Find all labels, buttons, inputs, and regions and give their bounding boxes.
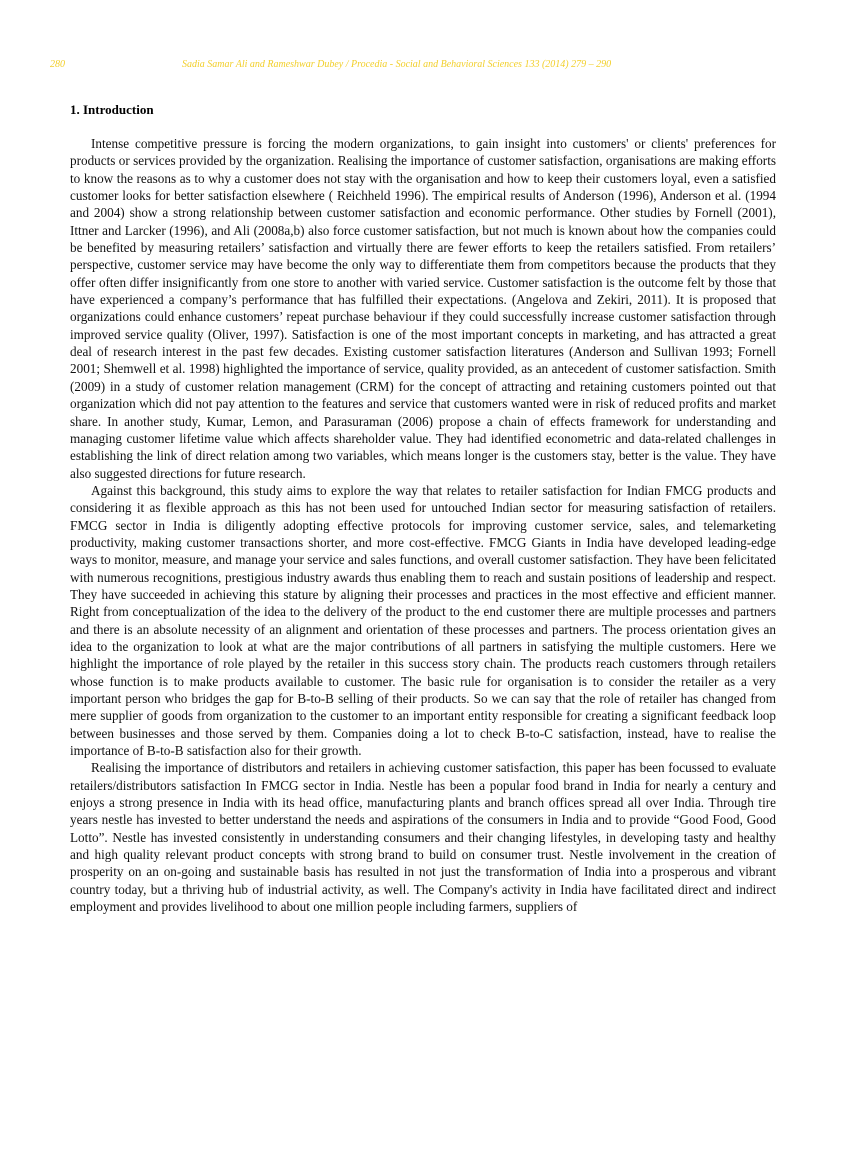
running-header <box>50 58 780 72</box>
page-number: 280 <box>50 59 65 70</box>
paragraph: Intense competitive pressure is forcing the modern organizations, to gain insight into customers' or clients' preferences for products or services provided by the organization. Realising the importance of customer satisfaction, organisations are making efforts to know the reasons as to why a customer does not stay with the organisation and how to keep their customers loyal, even a satisfied customer looks for better satisfaction elsewhere ( Reichheld 1996). The empirical results of Anderson (1996), Anderson et al. (1994 and 2004) show a strong relationship between customer satisfaction and economic performance. Other studies by Fornell (2001), Ittner and Larcker (1996), and Ali (2008a,b) also force customer satisfaction, but not much is known about how the companies could be benefited by measuring retailers’ satisfaction and virtually there are fewer efforts to keep the retailers satisfied. From retailers’ perspective, customer service may have become the only way to differentiate them from competitors because the products that they offer often differ insignificantly from one store to another with varied service. Customer satisfaction is the outcome felt by those that have experienced a company’s performance that has fulfilled their expectations. (Angelova and Zekiri, 2011). It is proposed that organizations could enhance customers’ repeat purchase behaviour if they could successfully increase customer satisfaction through improved service quality (Oliver, 1997). Satisfaction is one of the most important concepts in marketing, and has attracted a great deal of research interest in the past few decades. Existing customer satisfaction literatures (Anderson and Sullivan 1993; Fornell 2001; Shemwell et al. 1998) highlighted the importance of service, quality provided, as an antecedent of customer satisfaction. Smith (2009) in a study of customer relation management (CRM) for the concept of attracting and retaining customers pointed out that organization which did not pay attention to the features and service that customers wanted were in risk of reduced profits and market share. In another study, Kumar, Lemon, and Parasuraman (2006) propose a chain of effects framework for understanding and managing customer lifetime value which affects shareholder value. They had identified econometric and data-related challenges in establishing the link of direct relation among two variables, which means longer is the customers stay, better is the value. They have also suggested directions for future research. <box>70 136 776 481</box>
paragraph: Realising the importance of distributors and retailers in achieving customer satisfaction, this paper has been focussed to evaluate retailers/distributors satisfaction In FMCG sector in India. Nestle has been a popular food brand in India for nearly a century and enjoys a strong presence in India with its head office, manufacturing plants and branch offices spread all over India. Through tire years nestle has invested to better understand the needs and aspirations of the consumers in India and to provide “Good Food, Good Lotto”. Nestle has invested consistently in understanding consumers and their changing lifestyles, in developing tasty and healthy and high quality relevant product concepts with strong brand to build on consumer trust. Nestle involvement in the creation of prosperity on an on-going and sustainable basis has resulted in not just the transformation of India into a prosperous and vibrant country today, but a thriving hub of industrial activity, as well. The Company's activity in India have facilitated direct and indirect employment and provides livelihood to about one million people including farmers, suppliers of <box>70 760 776 915</box>
section-heading: 1. Introduction <box>70 102 154 117</box>
paragraph: Against this background, this study aims to explore the way that relates to retailer satisfaction for Indian FMCG products and considering it as flexible approach as this has not been used for untouched Indian sector for measuring satisfaction of retailers. FMCG sector in India is diligently adopting effective protocols for improving customer service, sales, and telemarketing productivity, making customer transactions shorter, and more cost-effective. FMCG Giants in India have developed leading-edge ways to monitor, measure, and manage your service and sales functions, and overall customer satisfaction. They have been felicitated with numerous recognitions, prestigious industry awards thus enabling them to reach and sustain positions of leadership and respect. They have succeeded in achieving this stature by aligning their processes and practices in the most effective and efficient manner. Right from conceptualization of the idea to the delivery of the product to the end customer there are multiple processes and partners and there is an absolute necessity of an alignment and orientation of these processes and partners. The process orientation gives an idea to the organization to look at what are the major contributions of all partners in satisfying the multiple customers. Here we highlight the importance of role played by the retailer in this success story chain. The products reach customers through retailers whose function is to make products available to customer. The basic rule for organisation is to consider the retailer as a very important person who bridges the gap for B-to-B selling of their products. So we can say that the role of retailer has changed from mere supplier of goods from organization to the customer to an important entity responsible for creating a significant feedback loop between businesses and those served by them. Companies doing a lot to check B-to-C satisfaction, instead, have to realise the importance of B-to-B satisfaction also for their growth. <box>70 482 776 759</box>
journal-reference: Sadia Samar Ali and Rameshwar Dubey / Procedia - Social and Behavioral Sciences 133 (2014) 279 – 290 <box>182 59 612 70</box>
body-text <box>70 135 776 915</box>
